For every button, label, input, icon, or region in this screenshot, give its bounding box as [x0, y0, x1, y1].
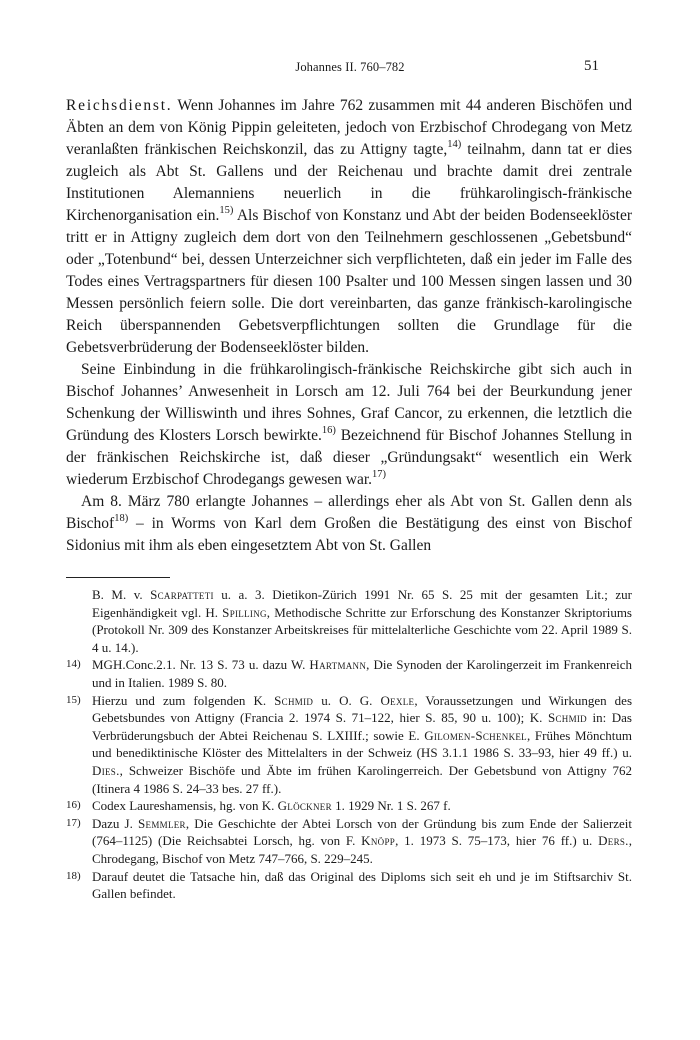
author-name: Hartmann: [309, 657, 367, 673]
author-name: Spilling: [222, 604, 267, 620]
note-ref-14[interactable]: 14): [447, 138, 462, 150]
section-lead: Reichsdienst.: [66, 97, 173, 114]
footnote-15: [66, 692, 632, 798]
footnote-text: u. a. 3. Dietikon-Zürich 1991 Nr. 65 S. 25 mit der gesamten Lit.; zur Eigenhändigkeit vgl. H.: [92, 587, 632, 620]
paragraph-1: [66, 95, 632, 359]
footnote-continued: [66, 586, 632, 656]
paragraph-text: – in Worms von Karl dem Großen die Bestätigung des einst von Bischof Sidonius mit ihm als eben eingesetztem Abt von St. Gallen: [66, 515, 632, 554]
footnote-18: [66, 868, 632, 903]
footnote-text: Darauf deutet die Tatsache hin, daß das Original des Diploms sich seit eh und je im Stiftsarchiv St. Gallen befindet.: [92, 868, 632, 902]
footnote-text: Codex Laureshamensis, hg. von K.: [92, 798, 278, 814]
author-name: Dies.: [92, 762, 120, 778]
footnote-text: , Schweizer Bischöfe und Äbte im frühen Karolingerreich. Der Gebetsbund von Attigny 762 (Itinera 4 1986 S. 24–33 bes. 27 ff.).: [92, 762, 632, 796]
footnote-divider: [66, 577, 170, 578]
footnote-number: 18): [66, 869, 81, 882]
paragraph-text: Wenn Johannes im Jahre 762 zusammen mit 44 anderen Bischöfen und Äbten an dem von König Pippin geleiteten, jedoch von Erzbischof Chrodegang von Metz veranlaßten fränkischen Reichskonzil, das zu Attigny tagte,: [66, 97, 632, 158]
footnote-17: [66, 815, 632, 868]
footnote-number: 16): [66, 799, 81, 812]
footnote-text: B. M. v.: [92, 587, 151, 602]
author-name: Ders.: [598, 833, 629, 849]
running-head: [0, 60, 700, 80]
footnote-number: 14): [66, 658, 81, 671]
author-name: Oexle: [380, 692, 415, 708]
paragraph-text: Seine Einbindung in die frühkarolingisch-fränkische Reichskirche gibt sich auch in Bischof Johannes’ Anwesenheit in Lorsch am 12. Juli 764 bei der Beurkundung jener Schenkung der Williswinth und ihres Sohnes, Graf Cancor, zu erkennen, die letztlich die Gründung des Klosters Lorsch bewirkte.: [66, 361, 632, 444]
footnote-number: 17): [66, 816, 81, 829]
paragraph-text: Am 8. März 780 erlangte Johannes – allerdings eher als Abt von St. Gallen denn als Bischof: [66, 493, 632, 532]
page-number: 51: [584, 58, 599, 74]
paragraph-text: teilnahm, dann tat er dies zugleich als Abt St. Gallens und der Reichenau und brachte damit drei zentrale Institutionen Alemanniens neuerlich in die frühkarolingisch-fränkische Kirchenorganisation ein.: [66, 141, 632, 224]
footnote-text: Hierzu und zum folgenden K.: [92, 692, 275, 708]
footnote-text: 1. 1929 Nr. 1 S. 267 f.: [331, 798, 451, 814]
paragraph-2: [66, 359, 632, 491]
running-head-title: Johannes II. 760–782: [295, 60, 405, 74]
footnote-text: , Voraussetzungen und Wirkungen des Gebetsbundes von Attigny (Francia 2. 1974 S. 71–122, hier S. 85, 90 u. 100); K.: [92, 692, 633, 726]
note-ref-18[interactable]: 18): [114, 512, 129, 524]
author-name: Schmid: [547, 710, 587, 726]
footnote-text: , Die Synoden der Karolingerzeit im Frankenreich und in Italien. 1989 S. 80.: [92, 657, 633, 690]
paragraph-text: Bezeichnend für Bischof Johannes Stellung in der fränkischen Reichskirche ist, daß dieser „Gründungsakt“ wesentlich ein Werk wiederum Erzbischof Chrodegangs gewesen war.: [66, 427, 632, 488]
author-name: Schmid: [274, 692, 314, 708]
footnote-text: , Chrodegang, Bischof von Metz 747–766, S. 229–245.: [92, 833, 632, 866]
footnote-number: 15): [66, 693, 81, 706]
note-ref-16[interactable]: 16): [321, 424, 336, 436]
footnote-text: , Frühes Mönchtum und benediktinische Klöster des Mittelalters in der Schweiz (HS 3.1.1 1986 S. 33–93, hier 49 ff.) u.: [92, 727, 632, 761]
author-name: Semmler: [138, 815, 186, 831]
footnote-text: u. O. G.: [313, 692, 381, 708]
note-ref-17[interactable]: 17): [372, 468, 387, 480]
footnote-14: [66, 656, 632, 691]
footnote-text: MGH.Conc.2.1. Nr. 13 S. 73 u. dazu W.: [92, 657, 310, 673]
paragraph-3: [66, 491, 632, 557]
footnote-text: , Die Geschichte der Abtei Lorsch von der Gründung bis zum Ende der Salierzeit (764–1125) (Die Reichsabtei Lorsch, hg. von F.: [92, 815, 632, 849]
author-name: Scarpatteti: [150, 587, 214, 602]
footnote-text: , Methodische Schritte zur Erforschung des Konstanzer Skriptoriums (Protokoll Nr. 309 des Konstanzer Arbeitskreises für mittelalterliche Geschichte vom 22. April 1989 S. 4 u. 14.).: [92, 604, 632, 655]
paragraph-text: Als Bischof von Konstanz und Abt der beiden Bodenseeklöster tritt er in Attigny zugleich dem dort von den Teilnehmern geschlossenen „Gebetsbund“ oder „Totenbund“ bei, dessen Unterzeichner sich verpflichteten, daß ein jeder im Falle des Todes eines Vertragspartners für diesen 100 Psalter und 100 Messen singen lassen und 30 Messen persönlich feiern solle. Die dort vereinbarten, das ganze fränkisch-karolingische Reich überspannenden Gebetsverpflichtungen sollten die Grundlage für die Gebetsverbrüderung der Bodenseeklöster bilden.: [66, 207, 633, 356]
footnote-text: Dazu J.: [92, 815, 139, 831]
author-name: Knöpp: [361, 833, 396, 849]
author-name: Glöckner: [277, 798, 332, 814]
note-ref-15[interactable]: 15): [219, 204, 234, 216]
author-name: Gilomen-Schenkel: [424, 727, 527, 743]
footnote-text: , 1. 1973 S. 75–173, hier 76 ff.) u.: [395, 833, 599, 849]
main-text: [66, 95, 632, 557]
footnote-16: [66, 797, 632, 815]
footnote-text: in: Das Verbrüderungsbuch der Abtei Reichenau S. LXIIIf.; sowie E.: [92, 710, 632, 743]
footnotes: [66, 586, 632, 903]
